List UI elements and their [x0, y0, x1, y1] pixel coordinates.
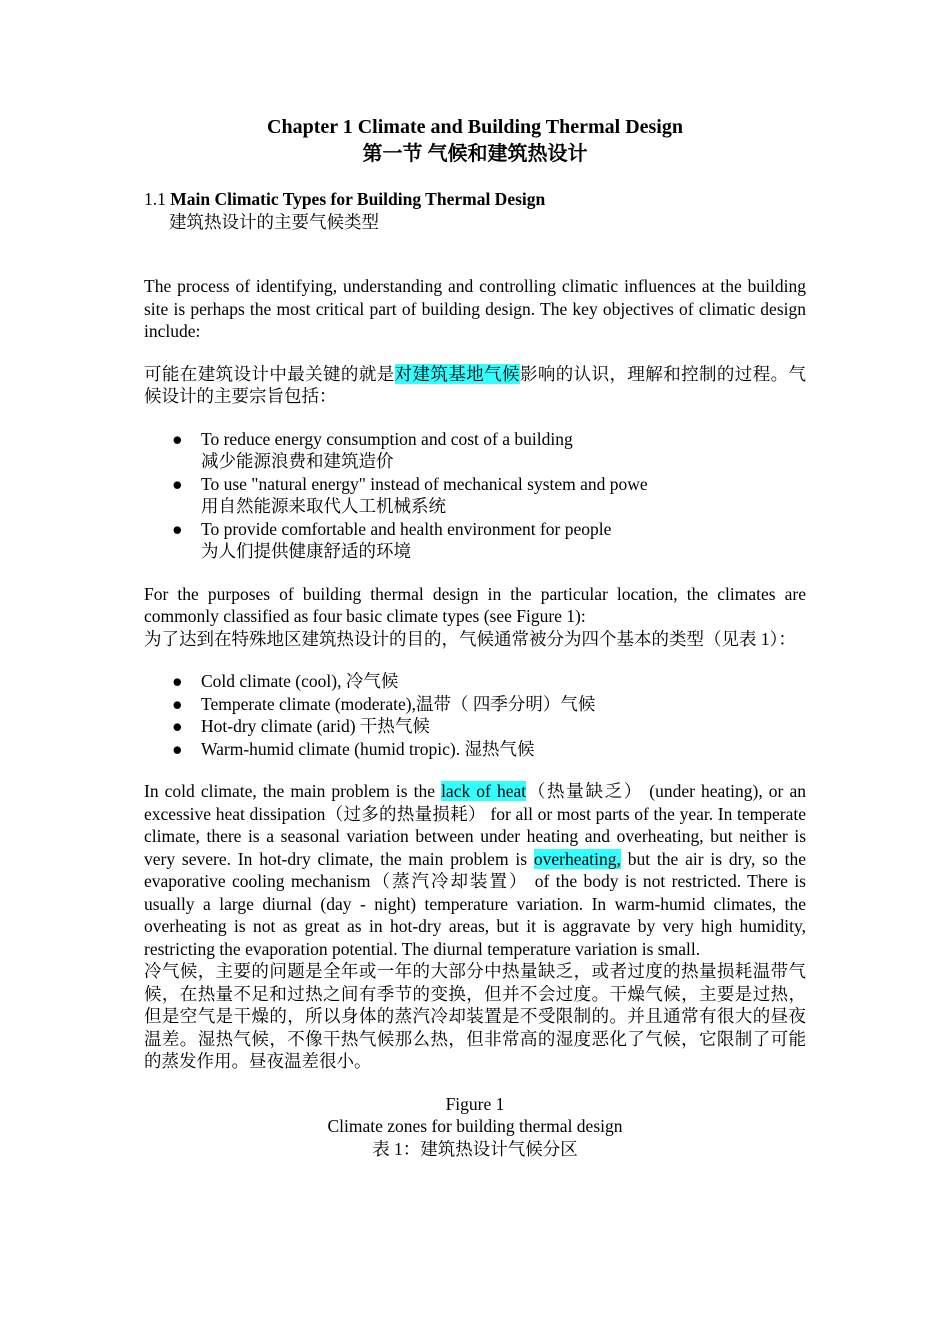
chapter-title-en: Chapter 1 Climate and Building Thermal Design — [267, 116, 683, 138]
purposes-paragraph-en: For the purposes of building thermal design in the particular location, the climates are commonly classified as four basic climate types (see Figure 1): — [144, 583, 806, 626]
bullet-icon: ● — [172, 473, 183, 494]
list-item — [144, 428, 806, 473]
section-title-en: Main Climatic Types for Building Thermal Design — [170, 189, 546, 209]
document-body — [144, 114, 806, 1160]
bullet-icon: ● — [172, 693, 183, 714]
intro-zh-text: 可能在建筑设计中最关键的就是 — [144, 363, 395, 384]
climate-type: Hot-dry climate (arid) 干热气候 — [201, 716, 430, 736]
objective-en: To provide comfortable and health environment for people — [201, 518, 612, 539]
figure-caption-en: Climate zones for building thermal design — [327, 1116, 623, 1136]
figure-caption-zh: 表 1：建筑热设计气候分区 — [372, 1138, 578, 1159]
objectives-list — [144, 428, 806, 563]
intro-paragraph-en: The process of identifying, understanding and controlling climatic influences at the building site is perhaps the most critical part of building design. The key objectives of climatic design include: — [144, 276, 806, 341]
climate-type: Warm-humid climate (humid tropic). 湿热气候 — [201, 738, 535, 759]
objective-zh: 减少能源浪费和建筑造价 — [201, 451, 394, 471]
list-item — [144, 473, 806, 518]
list-item — [144, 738, 806, 761]
list-item — [144, 693, 806, 716]
climate-types-list — [144, 670, 806, 760]
list-item — [144, 670, 806, 693]
highlighted-text: overheating, — [533, 848, 621, 869]
figure-label: Figure 1 — [445, 1093, 505, 1114]
objective-en: To use "natural energy" instead of mechanical system and powe — [201, 473, 648, 494]
figure-caption — [144, 1093, 806, 1161]
intro-paragraph-zh — [144, 363, 806, 408]
paragraph-text: but the air is dry, so the evaporative cooling mechanism（蒸汽冷却装置） of the body is not restricted. There is usually a large diurnal (day - night) temperature variation. In warm-humid climates, the overheating is not as great as in hot-dry areas, but it is aggravate by very high humidity, restricting the evaporation potential. The diurnal temperature variation is small. — [144, 848, 806, 959]
list-item — [144, 715, 806, 738]
paragraph-text: In cold climate, the main problem is the — [144, 781, 442, 801]
paragraph-text: （热量缺乏） (under heating), or an excessive heat dissipation（过多的热量损耗） for all or most parts of the year. In temperate climate, there is a seasonal variation between under heating and overheating, but neither is very severe. In hot-dry climate, the main problem is — [144, 781, 806, 869]
objective-zh: 用自然能源来取代人工机械系统 — [201, 496, 446, 516]
climate-paragraph-en — [144, 780, 806, 960]
bullet-icon: ● — [172, 738, 183, 759]
climate-paragraph-zh: 冷气候，主要的问题是全年或一年的大部分中热量缺乏，或者过度的热量损耗温带气候，在热量不足和过热之间有季节的变换，但并不会过度。干燥气候，主要是过热，但是空气是干燥的，所以身体的蒸汽冷却装置是不受限制的。并且通常有很大的昼夜温差。湿热气候，不像干热气候那么热，但非常高的湿度恶化了气候，它限制了可能的蒸发作用。昼夜温差很小。 — [144, 961, 806, 1071]
intro-zh-text: 影响的认识，理解和控制的过程。气候设计的主要宗旨包括： — [144, 363, 807, 406]
bullet-icon: ● — [172, 716, 183, 736]
section-title-zh: 建筑热设计的主要气候类型 — [169, 211, 379, 232]
bullet-icon: ● — [172, 671, 183, 691]
list-item — [144, 518, 806, 563]
highlighted-text: lack of heat — [441, 781, 527, 801]
purposes-paragraph-zh: 为了达到在特殊地区建筑热设计的目的，气候通常被分为四个基本的类型（见表 1）： — [144, 628, 796, 649]
climate-type: Cold climate (cool), 冷气候 — [201, 671, 399, 691]
bullet-icon: ● — [172, 428, 183, 449]
climate-type: Temperate climate (moderate),温带（ 四季分明）气候 — [201, 693, 596, 714]
section-number: 1.1 — [144, 189, 171, 209]
section-heading — [144, 188, 806, 233]
objective-en: To reduce energy consumption and cost of a building — [201, 428, 573, 449]
bullet-icon: ● — [172, 518, 183, 539]
chapter-title-zh: 第一节 气候和建筑热设计 — [362, 143, 588, 165]
highlighted-text: 对建筑基地气候 — [394, 363, 520, 384]
objective-zh: 为人们提供健康舒适的环境 — [201, 541, 411, 561]
